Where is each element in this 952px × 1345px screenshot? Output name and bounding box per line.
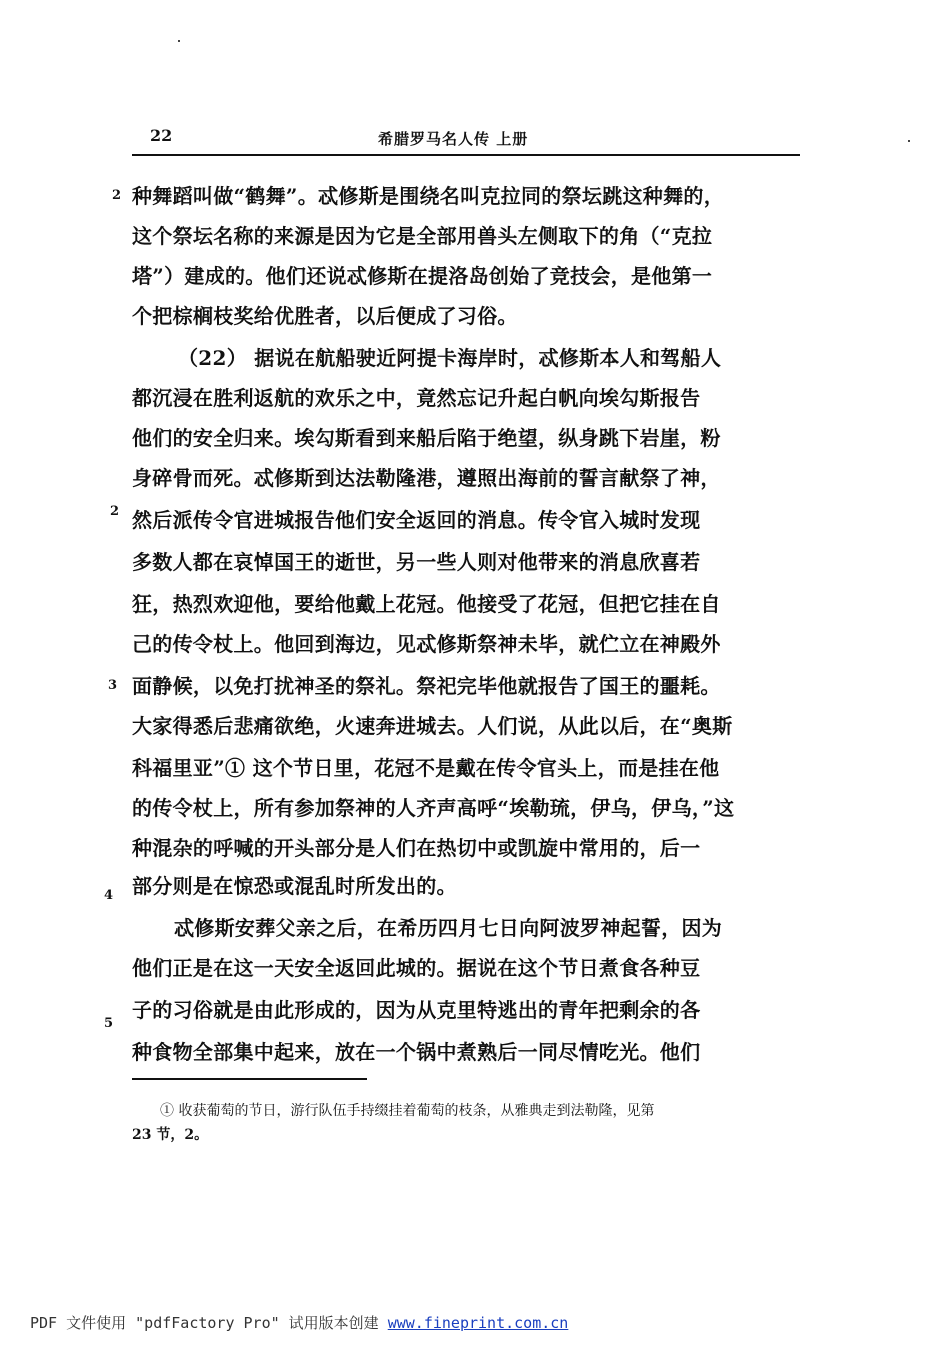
footer-link[interactable]: www.fineprint.com.cn [387,1314,569,1332]
scan-speck [178,40,180,42]
text-line: 他们正是在这一天安全返回此城的。据说在这个节日煮食各种豆 [132,956,701,980]
text-line: 身碎骨而死。忒修斯到达法勒隆港，遵照出海前的誓言献祭了神， [132,466,721,490]
margin-section-number: 2 [112,188,122,203]
text-line: 种舞蹈叫做“鹤舞”。忒修斯是围绕名叫克拉同的祭坛跳这种舞的， [132,184,725,208]
footer-text: PDF 文件使用 "pdfFactory Pro" 试用版本创建 [30,1314,388,1332]
text-line: 都沉浸在胜利返航的欢乐之中，竟然忘记升起白帆向埃勾斯报告 [132,386,701,410]
text-line: 多数人都在哀悼国王的逝世，另一些人则对他带来的消息欣喜若 [132,550,701,574]
text-line: 种混杂的呼喊的开头部分是人们在热切中或凯旋中常用的，后一 [132,836,701,860]
footnote-line: 23 节，2。 [132,1127,209,1143]
text-line: 种食物全部集中起来，放在一个锅中煮熟后一同尽情吃光。他们 [132,1040,701,1064]
text-line: 这个祭坛名称的来源是因为它是全部用兽头左侧取下的角（“克拉 [132,224,713,248]
scan-speck [908,140,910,142]
text-line: 的传令杖上，所有参加祭神的人齐声高呼“埃勒琉，伊乌，伊乌，”这 [132,796,735,820]
margin-section-number: 5 [104,1016,114,1031]
text-line: 子的习俗就是由此形成的，因为从克里特逃出的青年把剩余的各 [132,998,701,1022]
text-line: 部分则是在惊恐或混乱时所发出的。 [132,874,457,898]
text-line: 己的传令杖上。他回到海边，见忒修斯祭神未毕，就伫立在神殿外 [132,632,721,656]
text-line: 个把棕榈枝奖给优胜者，以后便成了习俗。 [132,304,518,328]
text-line: 狂，热烈欢迎他，要给他戴上花冠。他接受了花冠，但把它挂在自 [132,592,721,616]
text-line: 塔”）建成的。他们还说忒修斯在提洛岛创始了竞技会，是他第一 [132,264,713,288]
margin-section-number: 4 [104,888,114,903]
footnote-line: ① 收获葡萄的节日，游行队伍手持缀挂着葡萄的枝条，从雅典走到法勒隆，见第 [160,1103,655,1119]
footnote-rule [132,1078,367,1080]
text-line: 然后派传令官进城报告他们安全返回的消息。传令官入城时发现 [132,508,701,532]
text-line: 面静候，以免打扰神圣的祭礼。祭祀完毕他就报告了国王的噩耗。 [132,674,721,698]
text-line: 他们的安全归来。埃勾斯看到来船后陷于绝望，纵身跳下岩崖，粉 [132,426,721,450]
pdf-footer [30,1312,568,1333]
page-number: 22 [150,126,173,145]
margin-section-number: 2 [110,504,120,519]
text-line: 大家得悉后悲痛欲绝，火速奔进城去。人们说，从此以后，在“奥斯 [132,714,733,738]
margin-section-number: 3 [108,678,118,693]
text-line: 忒修斯安葬父亲之后，在希历四月七日向阿波罗神起誓，因为 [174,916,723,940]
header-rule [132,154,800,156]
running-title: 希腊罗马名人传 上册 [378,130,529,148]
text-line: 科福里亚”① 这个节日里，花冠不是戴在传令官头上，而是挂在他 [132,756,720,780]
text-line: （22） 据说在航船驶近阿提卡海岸时，忒修斯本人和驾船人 [178,346,722,370]
